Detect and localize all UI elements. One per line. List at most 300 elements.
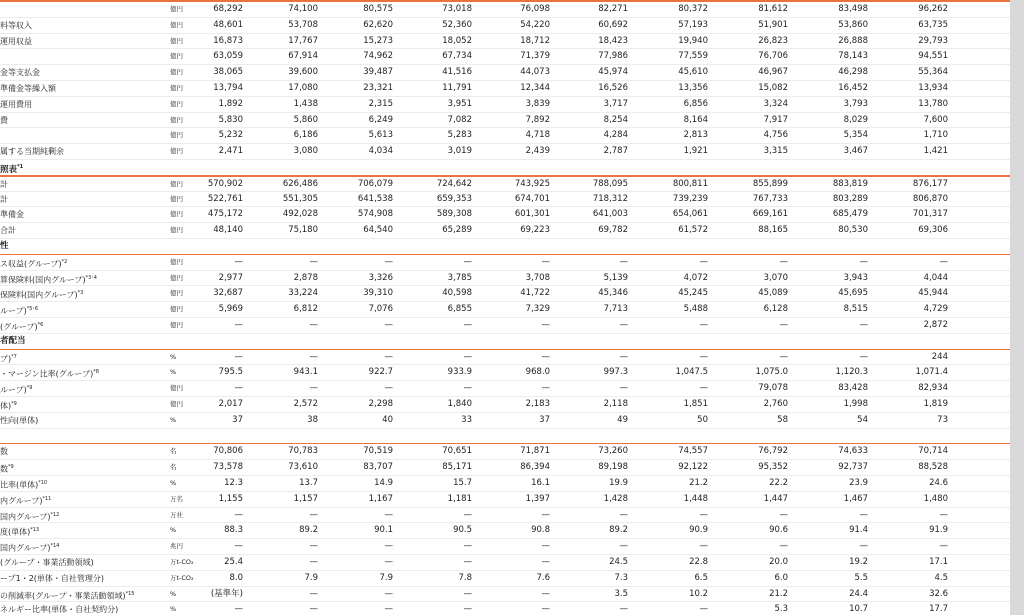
value-cell: 69,306: [918, 225, 948, 236]
value-cell: —: [619, 541, 628, 552]
table-row: [0, 508, 1010, 524]
value-cell: 76,706: [758, 51, 788, 62]
row-label: 運用収益: [0, 36, 32, 46]
value-cell: 12,344: [520, 83, 550, 93]
value-cell: —: [234, 320, 243, 330]
footnote-marker: *13: [30, 527, 40, 534]
value-cell: 5,860: [293, 114, 318, 125]
table-row: [0, 286, 1010, 302]
value-cell: 3,326: [368, 272, 393, 283]
value-cell: 1,428: [603, 493, 628, 504]
value-cell: 61,572: [678, 225, 708, 236]
value-cell: 5,232: [218, 130, 243, 141]
value-cell: 654,061: [672, 209, 708, 220]
unit-cell: 億円: [170, 52, 183, 61]
value-cell: —: [541, 383, 550, 394]
unit-cell: 億円: [170, 115, 183, 124]
unit-cell: 億円: [170, 289, 183, 298]
unit-cell: 億円: [170, 273, 183, 282]
value-cell: 73,610: [288, 462, 318, 473]
value-cell: 63,735: [918, 19, 948, 30]
unit-cell: 億円: [170, 20, 183, 29]
unit-cell: 億円: [170, 99, 183, 108]
value-cell: 37: [539, 414, 550, 425]
value-cell: 18,052: [442, 35, 472, 46]
value-cell: 1,155: [218, 493, 243, 504]
table-row: [0, 397, 1010, 413]
value-cell: —: [384, 557, 393, 567]
table-row: [0, 413, 1010, 429]
value-cell: 67,734: [442, 51, 472, 62]
value-cell: 45,245: [678, 288, 708, 299]
row-label: 属する当期純剰余: [0, 147, 64, 157]
unit-cell: 万社: [170, 510, 183, 519]
row-label: 照表$^{*1}$: [0, 164, 24, 175]
section-header-row: [0, 239, 1010, 255]
value-cell: 659,353: [436, 193, 472, 204]
row-label: 内グループ)$^{*11}$: [0, 495, 52, 506]
value-cell: 77,986: [598, 51, 628, 62]
value-cell: 10.2: [689, 588, 708, 599]
footnote-marker: *1: [17, 164, 24, 170]
value-cell: 90.8: [531, 525, 550, 536]
value-cell: 570,902: [207, 178, 243, 189]
table-row: [0, 460, 1010, 476]
value-cell: 90.9: [689, 525, 708, 536]
value-cell: —: [619, 320, 628, 330]
section-header-row: [0, 334, 1010, 350]
table-row: [0, 97, 1010, 113]
value-cell: 73,578: [213, 462, 243, 473]
value-cell: 7.8: [458, 572, 472, 583]
row-label: 費: [0, 115, 8, 125]
table-row: [0, 476, 1010, 492]
value-cell: —: [234, 604, 243, 615]
table-row: [0, 223, 1010, 239]
row-label: 運用費用: [0, 99, 32, 109]
value-cell: 674,701: [514, 193, 550, 204]
unit-cell: 億円: [170, 68, 183, 77]
table-row: [0, 34, 1010, 50]
value-cell: 89.2: [299, 525, 318, 536]
value-cell: 718,312: [592, 193, 628, 204]
row-label: (グループ)$^{*6}$: [0, 322, 44, 332]
value-cell: 71,871: [520, 446, 550, 457]
value-cell: 5,488: [683, 304, 708, 315]
unit-cell: 億円: [170, 400, 183, 408]
value-cell: 2,315: [368, 98, 393, 109]
unit-cell: 億円: [170, 305, 183, 314]
table-row: [0, 207, 1010, 223]
value-cell: —: [463, 509, 472, 520]
row-label: (グループ・事業活動領域): [0, 558, 94, 567]
value-cell: —: [384, 509, 393, 520]
table-row: [0, 523, 1010, 539]
value-cell: —: [234, 541, 243, 552]
footnote-marker: *5･6: [26, 306, 39, 313]
value-cell: 95,352: [758, 462, 788, 473]
value-cell: 7,600: [923, 114, 948, 125]
value-cell: 79,078: [758, 383, 788, 394]
value-cell: 4,044: [923, 272, 948, 283]
value-cell: 13,794: [213, 83, 243, 93]
value-cell: 706,079: [357, 178, 393, 189]
value-cell: 1,892: [218, 98, 243, 109]
value-cell: —: [939, 256, 948, 267]
footnote-marker: *9: [8, 464, 14, 471]
value-cell: 6,186: [293, 130, 318, 141]
value-cell: 5,139: [603, 272, 628, 283]
unit-cell: 億円: [170, 384, 183, 393]
value-cell: 7,713: [603, 304, 628, 315]
value-cell: 601,301: [514, 209, 550, 220]
value-cell: —: [463, 557, 472, 567]
value-cell: 1,167: [368, 493, 393, 504]
value-cell: —: [699, 320, 708, 330]
value-cell: 17.1: [929, 557, 948, 567]
value-cell: 1,851: [683, 399, 708, 409]
value-cell: —: [859, 351, 868, 362]
value-cell: —: [234, 351, 243, 362]
value-cell: —: [939, 541, 948, 552]
row-label: 国内グループ)$^{*12}$: [0, 511, 60, 522]
table-row: [0, 318, 1010, 334]
value-cell: 933.9: [447, 367, 472, 378]
value-cell: 551,305: [282, 193, 318, 204]
value-cell: 2,439: [525, 146, 550, 157]
value-cell: 743,925: [514, 178, 550, 189]
value-cell: 1,840: [447, 399, 472, 409]
value-cell: —: [309, 588, 318, 599]
value-cell: 88,528: [918, 462, 948, 473]
value-cell: 82,271: [598, 4, 628, 14]
value-cell: —: [699, 509, 708, 520]
value-cell: 1,438: [293, 98, 318, 109]
value-cell: (基準年): [210, 588, 243, 599]
value-cell: 1,819: [923, 399, 948, 409]
value-cell: 2,183: [525, 399, 550, 409]
value-cell: —: [309, 557, 318, 567]
value-cell: —: [859, 509, 868, 520]
value-cell: 83,707: [363, 462, 393, 473]
value-cell: —: [463, 256, 472, 267]
value-cell: 2,977: [218, 272, 243, 283]
value-cell: 943.1: [293, 367, 318, 378]
value-cell: 6.0: [774, 572, 788, 583]
value-cell: 83,428: [838, 383, 868, 394]
table-row: [0, 381, 1010, 397]
value-cell: 48,140: [213, 225, 243, 236]
table-row: [0, 176, 1010, 192]
value-cell: 74,557: [678, 446, 708, 457]
value-cell: 7,917: [763, 114, 788, 125]
value-cell: —: [384, 604, 393, 615]
value-cell: —: [234, 509, 243, 520]
value-cell: 81,612: [758, 4, 788, 14]
value-cell: 90.6: [769, 525, 788, 536]
value-cell: 68,292: [213, 4, 243, 14]
value-cell: 54,220: [520, 19, 550, 30]
value-cell: —: [939, 509, 948, 520]
value-cell: —: [699, 256, 708, 267]
unit-cell: 億円: [170, 194, 183, 203]
value-cell: 997.3: [603, 367, 628, 378]
value-cell: 71,379: [520, 51, 550, 62]
value-cell: 724,642: [436, 178, 472, 189]
value-cell: —: [619, 256, 628, 267]
value-cell: 91.9: [929, 525, 948, 536]
value-cell: —: [779, 256, 788, 267]
value-cell: 70,519: [363, 446, 393, 457]
value-cell: —: [463, 604, 472, 615]
value-cell: 21.2: [689, 478, 708, 488]
value-cell: 45,695: [838, 288, 868, 299]
value-cell: —: [384, 541, 393, 552]
value-cell: 80,372: [678, 4, 708, 14]
value-cell: 803,289: [832, 193, 868, 204]
value-cell: 86,394: [520, 462, 550, 473]
value-cell: 4.5: [934, 572, 948, 583]
footnote-marker: *15: [125, 590, 135, 597]
value-cell: 4,284: [603, 130, 628, 141]
value-cell: —: [384, 383, 393, 394]
value-cell: 7.9: [379, 572, 393, 583]
value-cell: 52,360: [442, 19, 472, 30]
value-cell: 18,423: [598, 35, 628, 46]
value-cell: —: [699, 604, 708, 615]
value-cell: 2,813: [683, 130, 708, 141]
value-cell: —: [541, 320, 550, 330]
value-cell: 26,823: [758, 35, 788, 46]
value-cell: 70,783: [288, 446, 318, 457]
value-cell: 492,028: [282, 209, 318, 220]
table-row: [0, 18, 1010, 34]
footnote-marker: *7: [11, 353, 17, 360]
row-label: 国内グループ)$^{*14}$: [0, 543, 60, 553]
value-cell: —: [699, 351, 708, 362]
table-row: [0, 365, 1010, 381]
value-cell: 57,193: [678, 19, 708, 30]
value-cell: 90.5: [453, 525, 472, 536]
value-cell: 2,298: [368, 399, 393, 409]
row-label: プ)$^{*7}$: [0, 353, 17, 364]
value-cell: 15.7: [453, 478, 472, 488]
value-cell: 2,760: [763, 399, 788, 409]
value-cell: 20.0: [769, 557, 788, 567]
value-cell: 15,082: [758, 83, 788, 93]
value-cell: 883,819: [832, 178, 868, 189]
value-cell: 74,633: [838, 446, 868, 457]
value-cell: 45,089: [758, 288, 788, 299]
value-cell: 91.4: [849, 525, 868, 536]
unit-cell: 万t-CO₂: [170, 558, 194, 566]
value-cell: —: [619, 604, 628, 615]
unit-cell: 億円: [170, 210, 183, 219]
value-cell: 74,962: [363, 51, 393, 62]
row-label: 保険料(国内グループ)$^{*3}$: [0, 290, 84, 301]
value-cell: —: [463, 383, 472, 394]
value-cell: 2,787: [603, 146, 628, 157]
value-cell: 82,934: [918, 383, 948, 394]
value-cell: 62,620: [363, 19, 393, 30]
value-cell: —: [541, 541, 550, 552]
value-cell: 37: [232, 414, 243, 425]
unit-cell: 億円: [170, 84, 183, 92]
value-cell: 876,177: [912, 178, 948, 189]
value-cell: 1,710: [923, 130, 948, 141]
section-header-row: [0, 429, 1010, 445]
table-row: [0, 81, 1010, 97]
value-cell: 85,171: [442, 462, 472, 473]
value-cell: 73,260: [598, 446, 628, 457]
value-cell: 5,969: [218, 304, 243, 315]
footnote-marker: *8: [93, 369, 99, 376]
unit-cell: 億円: [170, 36, 183, 45]
value-cell: 16,452: [838, 83, 868, 93]
value-cell: 13,934: [918, 83, 948, 93]
value-cell: 19,940: [678, 35, 708, 46]
value-cell: 48,601: [213, 19, 243, 30]
value-cell: —: [859, 256, 868, 267]
value-cell: 53,708: [288, 19, 318, 30]
value-cell: 8,029: [843, 114, 868, 125]
value-cell: 88,165: [758, 225, 788, 236]
value-cell: 13,780: [918, 98, 948, 109]
value-cell: 33: [461, 414, 472, 425]
table-row: [0, 602, 1010, 615]
value-cell: —: [619, 351, 628, 362]
row-label: 性: [0, 241, 9, 251]
unit-cell: %: [170, 605, 177, 614]
unit-cell: 億円: [170, 131, 183, 140]
value-cell: 795.5: [218, 367, 243, 378]
table-row: [0, 444, 1010, 460]
table-row: [0, 65, 1010, 81]
value-cell: 4,034: [368, 146, 393, 157]
row-label: 体)$^{*9}$: [0, 401, 17, 411]
value-cell: 574,908: [357, 209, 393, 220]
value-cell: 669,161: [752, 209, 788, 220]
row-label: 比率(単体)$^{*10}$: [0, 480, 48, 490]
value-cell: 49: [617, 414, 628, 425]
value-cell: 44,073: [520, 67, 550, 78]
value-cell: 80,575: [363, 4, 393, 14]
value-cell: 54: [857, 414, 868, 425]
section-header-row: [0, 160, 1010, 176]
table-row: [0, 113, 1010, 129]
value-cell: 32,687: [213, 288, 243, 299]
value-cell: 51,901: [758, 19, 788, 30]
footnote-marker: *9: [26, 385, 33, 392]
value-cell: 3,315: [763, 146, 788, 157]
value-cell: 788,095: [592, 178, 628, 189]
value-cell: 69,782: [598, 225, 628, 236]
value-cell: 33,224: [288, 288, 318, 299]
value-cell: 7.9: [304, 572, 318, 583]
value-cell: 522,761: [207, 193, 243, 204]
value-cell: 7,329: [525, 304, 550, 315]
value-cell: 7.3: [614, 572, 628, 583]
value-cell: —: [699, 383, 708, 394]
value-cell: 3,019: [447, 146, 472, 157]
value-cell: 19.9: [609, 478, 628, 488]
value-cell: 6,249: [368, 114, 393, 125]
value-cell: —: [309, 509, 318, 520]
value-cell: 1,447: [763, 493, 788, 504]
footnote-marker: *3: [77, 290, 84, 297]
value-cell: 70,651: [442, 446, 472, 457]
unit-cell: 億円: [170, 179, 183, 188]
value-cell: 855,899: [752, 178, 788, 189]
table-row: [0, 302, 1010, 318]
footnote-marker: *6: [37, 322, 44, 328]
value-cell: 38: [307, 414, 318, 425]
table-row: [0, 192, 1010, 208]
value-cell: 701,317: [912, 209, 948, 220]
value-cell: 41,516: [442, 67, 472, 78]
value-cell: —: [779, 509, 788, 520]
value-cell: 45,346: [598, 288, 628, 299]
value-cell: 3,793: [843, 98, 868, 109]
unit-cell: %: [170, 368, 177, 377]
value-cell: 1,397: [525, 493, 550, 504]
row-label: 合計: [0, 226, 16, 236]
value-cell: —: [309, 256, 318, 267]
value-cell: 7,082: [447, 114, 472, 125]
unit-cell: %: [170, 526, 177, 535]
value-cell: —: [541, 604, 550, 615]
value-cell: 40,598: [442, 288, 472, 299]
unit-cell: 億円: [170, 5, 183, 13]
value-cell: 1,480: [923, 493, 948, 504]
table-row: [0, 2, 1010, 18]
value-cell: 3,324: [763, 98, 788, 109]
value-cell: 92,737: [838, 462, 868, 473]
value-cell: —: [234, 256, 243, 267]
value-cell: 3,708: [525, 272, 550, 283]
value-cell: 16.1: [531, 478, 550, 488]
value-cell: 1,071.4: [915, 367, 948, 378]
value-cell: 4,072: [683, 272, 708, 283]
value-cell: 5,283: [447, 130, 472, 141]
value-cell: 1,998: [843, 399, 868, 409]
value-cell: 3,785: [447, 272, 472, 283]
value-cell: 1,448: [683, 493, 708, 504]
value-cell: 78,143: [838, 51, 868, 62]
value-cell: 39,310: [363, 288, 393, 299]
value-cell: 96,262: [918, 4, 948, 14]
value-cell: 3.5: [614, 588, 628, 599]
value-cell: 8,515: [843, 304, 868, 315]
value-cell: —: [309, 351, 318, 362]
value-cell: 64,540: [363, 225, 393, 236]
value-cell: 41,722: [520, 288, 550, 299]
value-cell: 60,692: [598, 19, 628, 30]
unit-cell: 兆円: [170, 542, 183, 551]
table-row: [0, 555, 1010, 571]
value-cell: 58: [777, 414, 788, 425]
value-cell: 22.8: [689, 557, 708, 567]
value-cell: 2,878: [293, 272, 318, 283]
value-cell: 83,498: [838, 4, 868, 14]
value-cell: 46,298: [838, 67, 868, 78]
table-row: [0, 571, 1010, 587]
table-row: [0, 350, 1010, 366]
row-label: ループ)$^{*5･6}$: [0, 306, 39, 316]
footnote-marker: *10: [38, 480, 48, 486]
row-label: 者配当: [0, 335, 26, 346]
value-cell: —: [541, 588, 550, 599]
